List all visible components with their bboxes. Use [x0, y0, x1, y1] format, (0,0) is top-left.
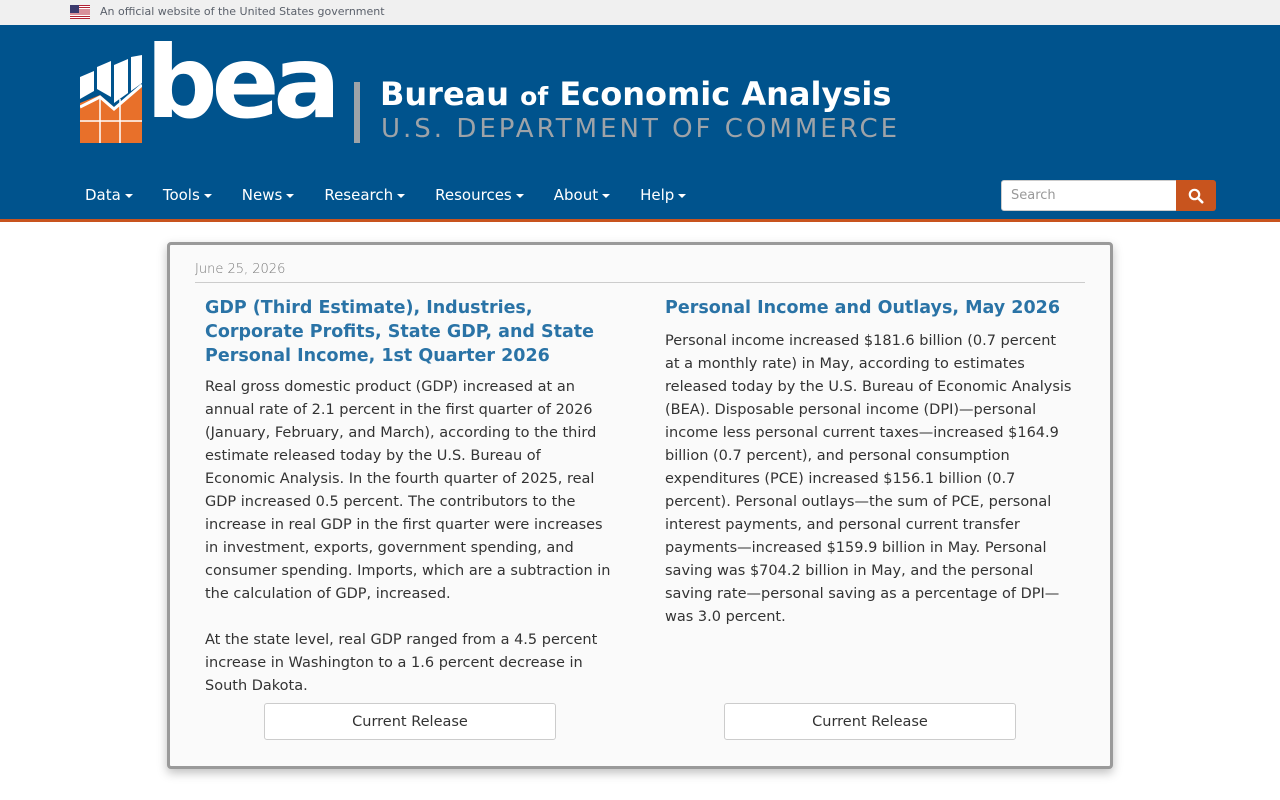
nav-item-news[interactable]: News: [227, 182, 310, 212]
caret-down-icon: [204, 194, 212, 198]
caret-down-icon: [125, 194, 133, 198]
release-title-gdp[interactable]: GDP (Third Estimate), Industries, Corporate Profits, State GDP, and State Personal Income, 1st Quarter 2026: [205, 298, 595, 366]
release-summary-gdp: [205, 376, 615, 721]
org-department: U.S. DEPARTMENT OF COMMERCE: [381, 114, 901, 144]
nav-item-about[interactable]: About: [539, 182, 625, 212]
nav-item-tools[interactable]: Tools: [148, 182, 227, 212]
logo-divider: [354, 82, 360, 143]
caret-down-icon: [516, 194, 524, 198]
release-card: [167, 242, 1113, 769]
org-name: Bureau of Economic Analysis: [380, 75, 892, 113]
bea-logo[interactable]: [80, 24, 340, 145]
divider: [195, 282, 1085, 283]
search-form: [1001, 180, 1216, 211]
nav-item-research[interactable]: Research: [309, 182, 420, 212]
release-date: June 25, 2026: [195, 262, 286, 277]
summary-paragraph: Personal income increased $181.6 billion (0.7 percent at a monthly rate) in May, according to estimates released today by the U.S. Bureau of Economic Analysis (BEA). Disposable personal income (DPI)—personal income less personal current taxes—increased $164.9 billion (0.7 percent), and personal consumption expenditures (PCE) increased $156.1 billion (0.7 percent). Personal outlays—the sum of PCE, personal interest payments, and personal current transfer payments—increased $159.9 billion in May. Personal saving was $704.2 billion in May, and the personal saving rate—personal saving as a percentage of DPI—was 3.0 percent.: [665, 333, 1072, 625]
main-nav: [70, 182, 701, 212]
search-input[interactable]: [1001, 180, 1177, 211]
gov-banner-text: An official website of the United States government: [100, 5, 385, 18]
caret-down-icon: [286, 194, 294, 198]
release-title-personal-income[interactable]: Personal Income and Outlays, May 2026: [665, 298, 1060, 318]
summary-paragraph: At the state level, real GDP ranged from a 4.5 percent increase in Washington to a 1.6 percent decrease in South Dakota.: [205, 632, 598, 694]
caret-down-icon: [602, 194, 610, 198]
search-icon: [1188, 188, 1204, 204]
nav-item-data[interactable]: Data: [70, 182, 148, 212]
current-release-button-personal-income[interactable]: Current Release: [724, 703, 1016, 740]
caret-down-icon: [678, 194, 686, 198]
nav-item-help[interactable]: Help: [625, 182, 701, 212]
nav-item-resources[interactable]: Resources: [420, 182, 539, 212]
bar-chart-logo-icon: [80, 55, 142, 143]
search-button[interactable]: [1176, 180, 1216, 211]
us-flag-icon: [70, 5, 90, 19]
gov-banner: [0, 0, 1280, 25]
current-release-button-gdp[interactable]: Current Release: [264, 703, 556, 740]
site-header: [0, 25, 1280, 222]
logo-wordmark: bea: [146, 24, 335, 141]
summary-paragraph: Real gross domestic product (GDP) increased at an annual rate of 2.1 percent in the first quarter of 2026 (January, February, and March), according to the third estimate released today by the U.S. Bureau of Economic Analysis. In the fourth quarter of 2025, real GDP increased 0.5 percent. The contributors to the increase in real GDP in the first quarter were increases in investment, exports, government spending, and consumer spending. Imports, which are a subtraction in the calculation of GDP, increased.: [205, 379, 611, 602]
caret-down-icon: [397, 194, 405, 198]
release-summary-personal-income: [665, 330, 1075, 652]
